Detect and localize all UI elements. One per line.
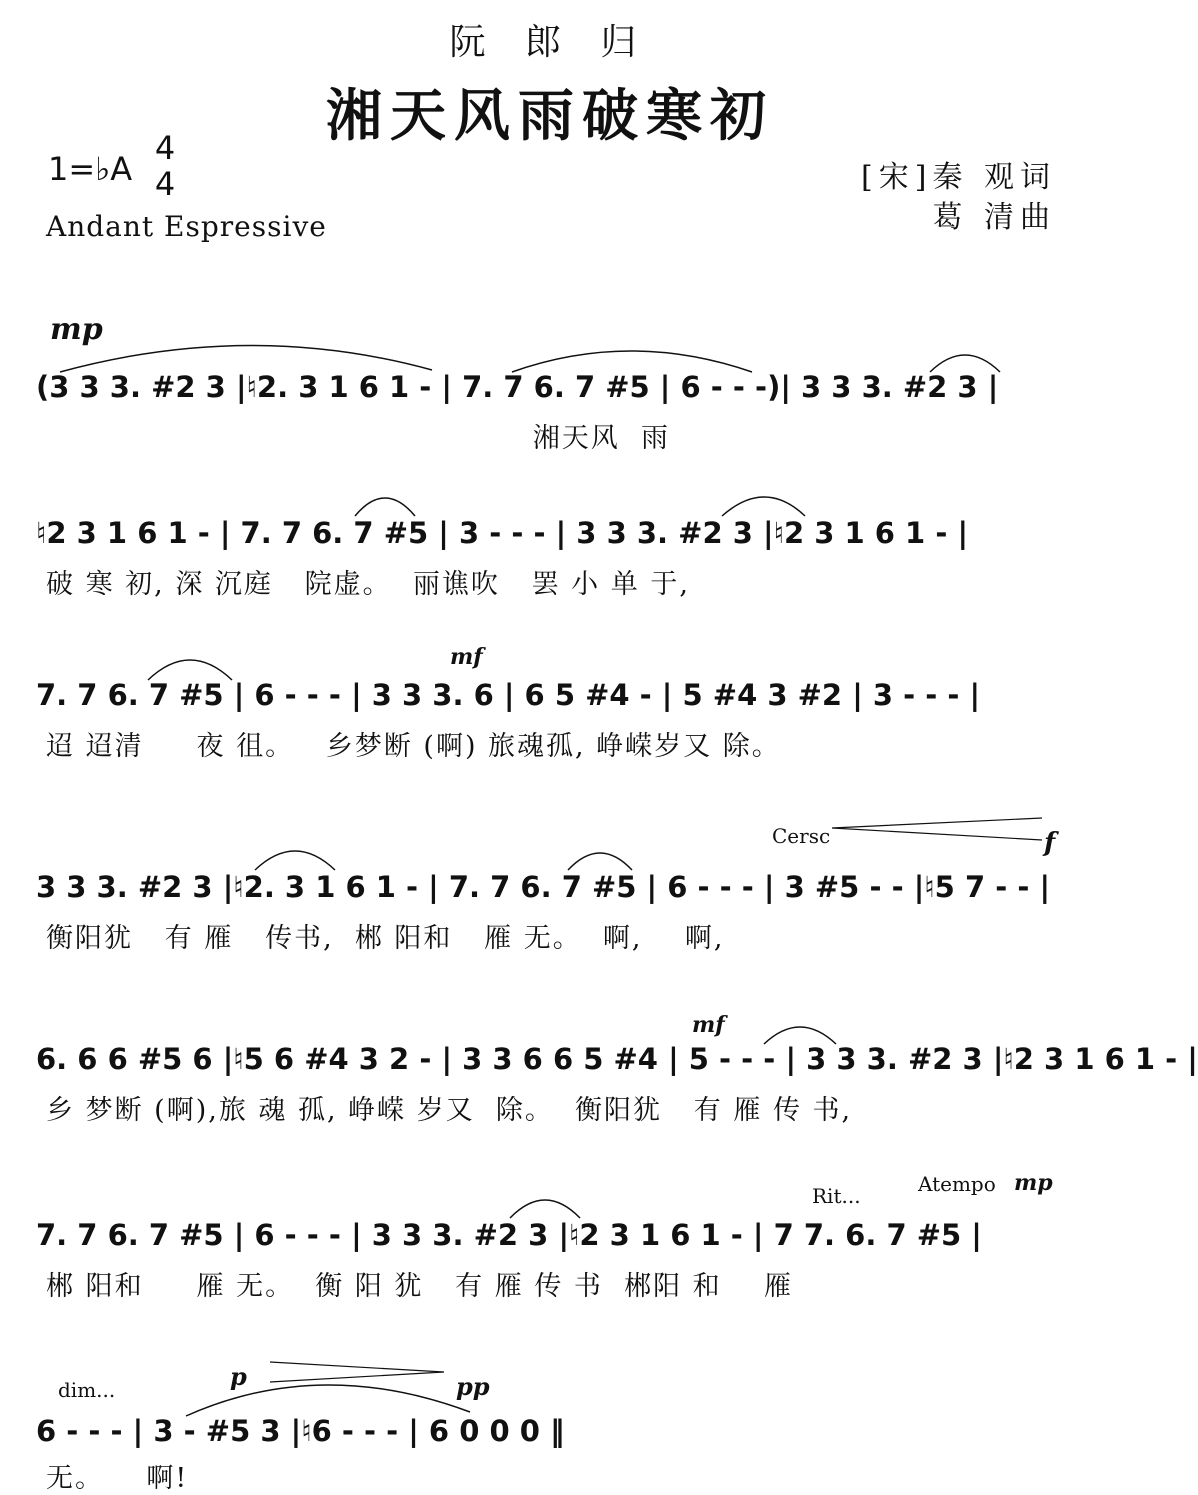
slur <box>148 660 232 680</box>
slur <box>512 351 752 372</box>
key-signature: 1=♭A <box>48 150 133 188</box>
slur <box>186 1385 470 1416</box>
ritardando-text: Rit... <box>812 1184 861 1208</box>
lyric-line-5: 乡 梦断 (啊),旅 魂 孤, 峥嵘 岁又 除。 衡阳犹 有 雁 传 书, <box>46 1095 853 1126</box>
notation-line-1: (3 3 3. #2 3 |♮2. 3 1 6 1 - | 7. 7 6. 7 #5 | 6 - - -)| 3 3 3. #2 3 | <box>36 370 999 404</box>
lyric-line-2: 破 寒 初, 深 沉庭 院虚。 丽谯吹 罢 小 单 于, <box>46 569 690 600</box>
dynamic-mark: mp <box>50 312 103 347</box>
lyric-line-4: 衡阳犹 有 雁 传书, 郴 阳和 雁 无。 啊, 啊, <box>46 923 725 954</box>
lyric-line-7: 无。 啊! <box>46 1463 189 1494</box>
dynamic-mark: f <box>1044 828 1056 858</box>
slur <box>255 851 335 870</box>
slur <box>930 355 1000 372</box>
notation-line-6: 7. 7 6. 7 #5 | 6 - - - | 3 3 3. #2 3 |♮2 3 1 6 1 - | 7 7. 6. 7 #5 | <box>36 1218 982 1252</box>
notation-line-7: 6 - - - | 3 - #5 3 |♮6 - - - | 6 0 0 0 ‖ <box>36 1414 565 1448</box>
slur <box>355 498 415 516</box>
tempo-marking: Andant Espressive <box>46 210 327 243</box>
crescendo-text: Cersc <box>772 824 831 848</box>
notation-line-5: 6. 6 6 #5 6 |♮5 6 #4 3 2 - | 3 3 6 6 5 #4 | 5 - - - | 3 3 3. #2 3 |♮2 3 1 6 1 - | <box>36 1042 1198 1076</box>
slur <box>764 1027 836 1044</box>
song-title: 湘天风雨破寒初 <box>326 84 774 149</box>
a-tempo-text: Atempo <box>918 1172 996 1196</box>
diminuendo-text: dim... <box>58 1378 116 1402</box>
slur <box>568 853 632 870</box>
slur <box>510 1200 580 1218</box>
composer-credit: 葛 清曲 <box>932 200 1056 235</box>
song-subtitle: 阮 郎 归 <box>449 22 651 63</box>
notation-line-2: ♮2 3 1 6 1 - | 7. 7 6. 7 #5 | 3 - - - | 3 3 3. #2 3 |♮2 3 1 6 1 - | <box>36 516 969 550</box>
crescendo-hairpin <box>832 818 1042 840</box>
decrescendo-hairpin <box>270 1362 444 1382</box>
dynamic-mark: pp <box>456 1372 490 1401</box>
dynamic-mark: p <box>230 1362 247 1391</box>
lyric-line-3: 迢 迢清 夜 徂。 乡梦断 (啊) 旅魂孤, 峥嵘岁又 除。 <box>46 731 781 762</box>
notation-line-3: 7. 7 6. 7 #5 | 6 - - - | 3 3 3. 6 | 6 5 #4 - | 5 #4 3 #2 | 3 - - - | <box>36 678 981 712</box>
slur <box>60 345 432 372</box>
notation-line-4: 3 3 3. #2 3 |♮2. 3 1 6 1 - | 7. 7 6. 7 #5 | 6 - - - | 3 #5 - - |♮5 7 - - | <box>36 870 1051 904</box>
dynamic-mark: mf <box>450 644 483 670</box>
lyric-line-6: 郴 阳和 雁 无。 衡 阳 犹 有 雁 传 书 郴阳 和 雁 <box>46 1271 793 1302</box>
time-signature-bottom: 4 <box>154 165 176 203</box>
dynamic-mark: mp <box>1014 1170 1053 1196</box>
dynamic-mark: mf <box>692 1012 725 1038</box>
lyricist-credit: [宋]秦 观词 <box>861 160 1056 195</box>
slur <box>722 497 805 516</box>
time-signature-top: 4 <box>154 129 176 167</box>
lyric-line-1: 湘天风 雨 <box>46 423 670 454</box>
